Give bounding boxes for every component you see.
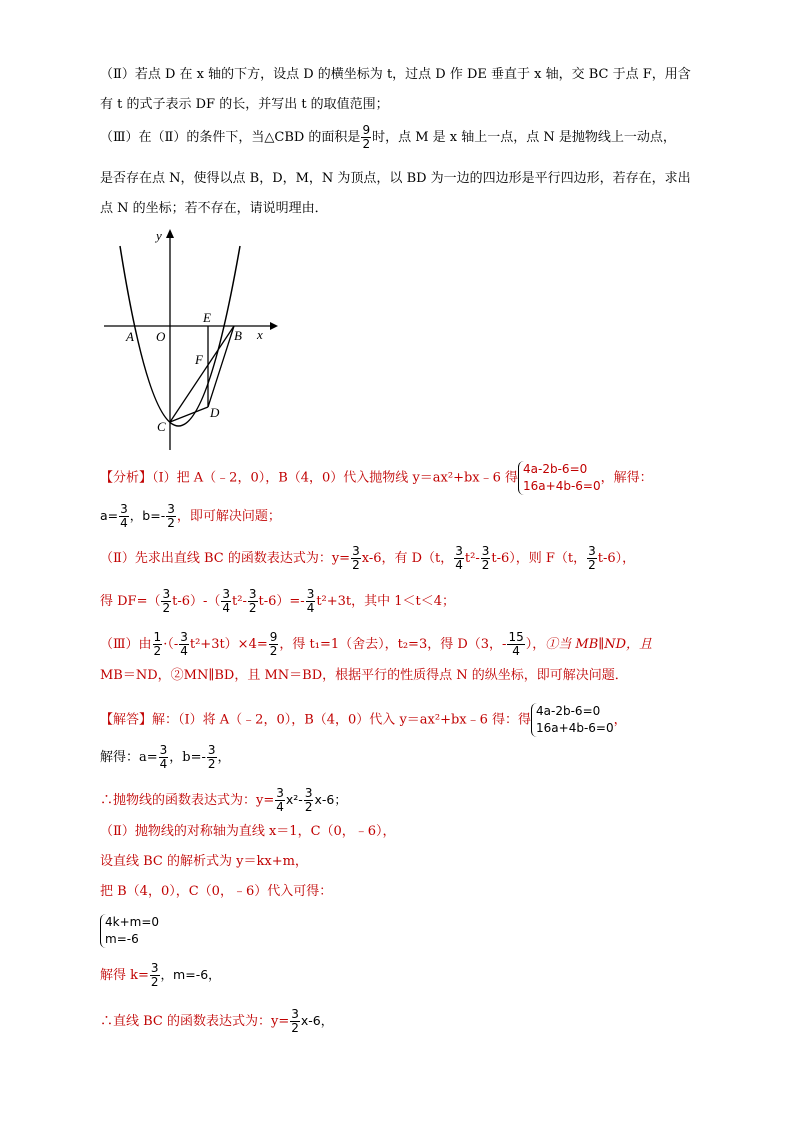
solution-line-8: ∴直线 BC 的函数表达式为：y= $\frac{3}{2}$ x-6， xyxy=(100,1007,334,1035)
analysis-line-2: a= $\frac{3}{4}$ ，b=- $\frac{3}{2}$ ，即可解决问题； xyxy=(100,502,281,530)
question-3-line-3: 点 N 的坐标；若不存在，请说明理由． xyxy=(100,201,328,216)
question-2-line-1: （Ⅱ）若点 D 在 x 轴的下方，设点 D 的横坐标为 t，过点 D 作 DE 垂直于 x 轴，交 BC 于点 F，用含 xyxy=(100,67,691,82)
point-a-label: A xyxy=(126,329,134,344)
equation-system-3: 4k+m=0 m=-6 xyxy=(100,914,159,948)
x-axis-arrow xyxy=(270,322,278,330)
equation-system-2: 4a-2b-6=0 16a+4b-6=0 xyxy=(531,703,614,737)
point-c-label: C xyxy=(157,419,166,434)
fraction-9-2: $\frac{9}{2}$ xyxy=(362,123,371,151)
y-axis-label: y xyxy=(156,228,162,243)
parabola-curve xyxy=(120,246,240,426)
point-d-label: D xyxy=(210,405,220,420)
equation-system: 4a-2b-6=0 16a+4b-6=0 xyxy=(518,461,601,495)
y-axis-arrow xyxy=(166,229,174,238)
line-bc xyxy=(170,326,234,422)
analysis-line-5: （Ⅲ）由 $\frac{1}{2}$ ·（- $\frac{3}{4}$ t²+3t）×4= $\frac{9}{2}$ ，得 t₁=1（舍去），t₂=3，得 D（3，- $\frac{15}{4}$ ），①当 MB∥ND，且 xyxy=(100,630,653,658)
analysis-tag: 【分析】 xyxy=(100,470,153,486)
question-3-line-1: （Ⅲ）在（Ⅱ）的条件下，当△CBD 的面积是 $\frac{9}{2}$ 时，点 M 是 x 轴上一点，点 N 是抛物线上一动点， xyxy=(100,123,676,151)
analysis-line-3: （Ⅱ）先求出直线 BC 的函数表达式为：y= $\frac{3}{2}$ x-6，有 D（t， $\frac{3}{4}$ t²- $\frac{3}{2}$ t-6），则 F（t， $\frac{3}{2}$ t-6）， xyxy=(100,544,636,572)
analysis-line-1: 【分析】（Ⅰ）把 A（﹣2，0），B（4，0）代入抛物线 y＝ax²+bx﹣6 得 4a-2b-6=0 16a+4b-6=0 ，解得： xyxy=(100,462,653,493)
solution-line-3: ∴抛物线的函数表达式为：y= $\frac{3}{4}$ x²- $\frac{3}{2}$ x-6； xyxy=(100,786,347,814)
solution-system xyxy=(100,914,159,948)
point-e-label: E xyxy=(203,310,211,325)
x-axis-label: x xyxy=(257,327,263,342)
question-3-line-2: 是否存在点 N，使得以点 B，D，M，N 为顶点，以 BD 为一边的四边形是平行四边形，若存在，求出 xyxy=(100,171,691,186)
analysis-line-4: 得 DF=（ $\frac{3}{2}$ t-6）-（ $\frac{3}{4}$ t²- $\frac{3}{2}$ t-6）=- $\frac{3}{4}$ t²+3t，其中 1＜t＜4； xyxy=(100,587,456,615)
point-f-label: F xyxy=(195,352,203,367)
solution-line-5: 设直线 BC 的解析式为 y＝kx+m， xyxy=(100,854,308,869)
solution-line-1: 【解答】解：（Ⅰ）将 A（﹣2，0），B（4，0）代入 y＝ax²+bx﹣6 得：得 4a-2b-6=0 16a+4b-6=0 ， xyxy=(100,704,627,735)
solution-line-4: （Ⅱ）抛物线的对称轴为直线 x＝1，C（0，﹣6）， xyxy=(100,824,396,839)
solution-line-6: 把 B（4，0），C（0，﹣6）代入可得： xyxy=(100,884,333,899)
parabola-graph xyxy=(100,226,280,451)
question-2-line-2: 有 t 的式子表示 DF 的长，并写出 t 的取值范围； xyxy=(100,97,389,112)
analysis-line-6: MB＝ND，②MN∥BD，且 MN＝BD，根据平行的性质得点 N 的纵坐标，即可解决问题． xyxy=(100,668,628,683)
point-o-label: O xyxy=(156,329,166,344)
point-b-label: B xyxy=(234,328,242,343)
solution-line-2: 解得：a= $\frac{3}{4}$ ，b=- $\frac{3}{2}$ ， xyxy=(100,743,231,771)
solution-line-7: 解得 k= $\frac{3}{2}$ ，m=-6， xyxy=(100,961,221,989)
solution-tag: 【解答】 xyxy=(100,712,153,728)
